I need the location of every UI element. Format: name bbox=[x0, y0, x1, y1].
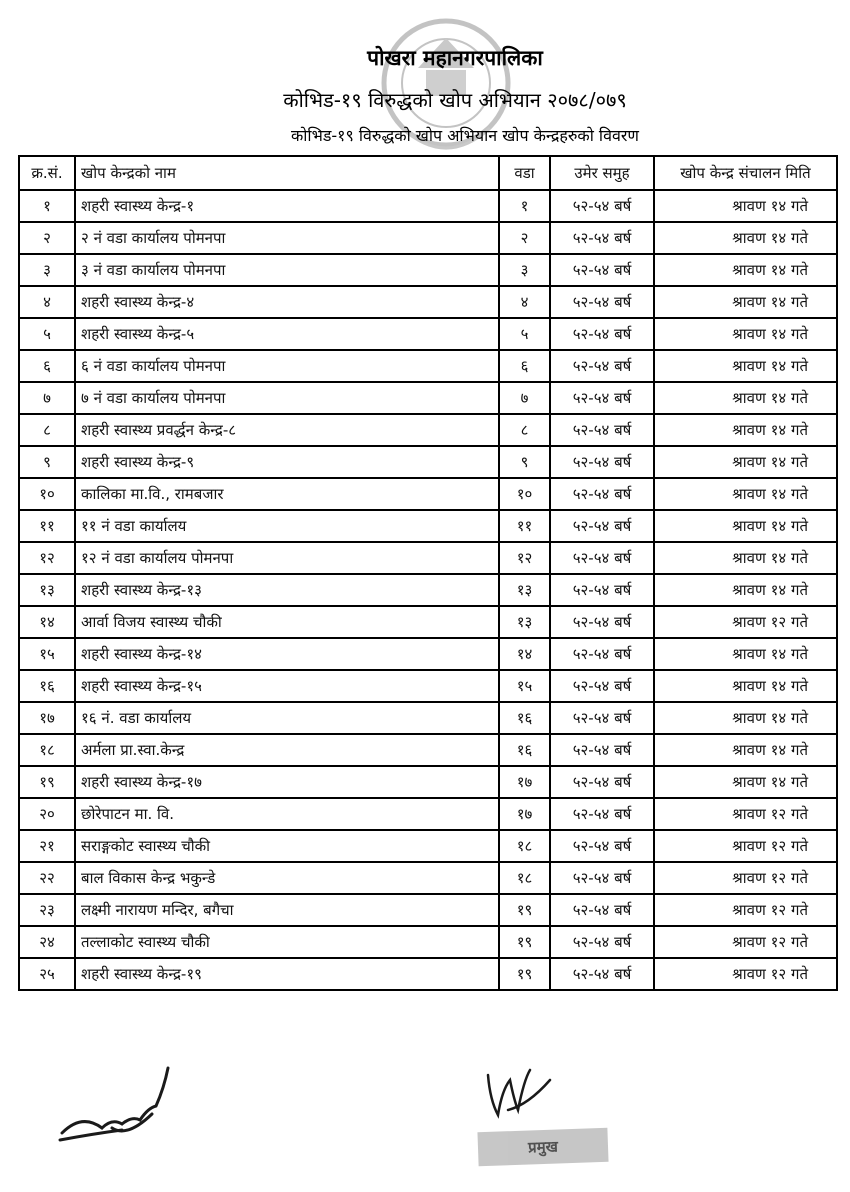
column-header-operation-date: खोप केन्द्र संचालन मिति bbox=[654, 156, 837, 190]
cell-ward: ४ bbox=[499, 286, 550, 318]
cell-ward: १० bbox=[499, 478, 550, 510]
cell-serial: २२ bbox=[19, 862, 75, 894]
cell-serial: २० bbox=[19, 798, 75, 830]
cell-age-group: ५२-५४ बर्ष bbox=[550, 478, 654, 510]
column-header-age-group: उमेर समुह bbox=[550, 156, 654, 190]
cell-operation-date: श्रावण १२ गते bbox=[654, 958, 837, 990]
cell-serial: ५ bbox=[19, 318, 75, 350]
column-header-ward: वडा bbox=[499, 156, 550, 190]
cell-serial: ४ bbox=[19, 286, 75, 318]
cell-serial: १६ bbox=[19, 670, 75, 702]
cell-age-group: ५२-५४ बर्ष bbox=[550, 830, 654, 862]
cell-operation-date: श्रावण १४ गते bbox=[654, 510, 837, 542]
cell-center-name: शहरी स्वास्थ्य केन्द्र-१ bbox=[75, 190, 499, 222]
cell-age-group: ५२-५४ बर्ष bbox=[550, 862, 654, 894]
cell-center-name: बाल विकास केन्द्र भकुन्डे bbox=[75, 862, 499, 894]
table-row bbox=[19, 478, 837, 510]
cell-serial: २४ bbox=[19, 926, 75, 958]
cell-ward: १२ bbox=[499, 542, 550, 574]
cell-ward: १९ bbox=[499, 894, 550, 926]
cell-ward: ३ bbox=[499, 254, 550, 286]
cell-serial: १४ bbox=[19, 606, 75, 638]
cell-center-name: १६ नं. वडा कार्यालय bbox=[75, 702, 499, 734]
cell-operation-date: श्रावण १२ गते bbox=[654, 862, 837, 894]
table-row bbox=[19, 222, 837, 254]
cell-age-group: ५२-५४ बर्ष bbox=[550, 446, 654, 478]
cell-age-group: ५२-५४ बर्ष bbox=[550, 638, 654, 670]
cell-age-group: ५२-५४ बर्ष bbox=[550, 606, 654, 638]
table-row bbox=[19, 798, 837, 830]
cell-ward: १६ bbox=[499, 734, 550, 766]
cell-operation-date: श्रावण १४ गते bbox=[654, 734, 837, 766]
vaccination-centers-table bbox=[18, 155, 838, 991]
cell-serial: २१ bbox=[19, 830, 75, 862]
cell-operation-date: श्रावण १४ गते bbox=[654, 670, 837, 702]
cell-serial: ९ bbox=[19, 446, 75, 478]
table-row bbox=[19, 766, 837, 798]
cell-age-group: ५२-५४ बर्ष bbox=[550, 574, 654, 606]
cell-serial: ८ bbox=[19, 414, 75, 446]
table-row bbox=[19, 350, 837, 382]
cell-operation-date: श्रावण १४ गते bbox=[654, 382, 837, 414]
cell-serial: ११ bbox=[19, 510, 75, 542]
cell-operation-date: श्रावण १४ गते bbox=[654, 702, 837, 734]
cell-operation-date: श्रावण १४ गते bbox=[654, 318, 837, 350]
cell-age-group: ५२-५४ बर्ष bbox=[550, 670, 654, 702]
cell-ward: १८ bbox=[499, 862, 550, 894]
cell-operation-date: श्रावण १२ गते bbox=[654, 798, 837, 830]
table-row bbox=[19, 702, 837, 734]
cell-age-group: ५२-५४ बर्ष bbox=[550, 190, 654, 222]
table-row bbox=[19, 574, 837, 606]
table-row bbox=[19, 862, 837, 894]
cell-age-group: ५२-५४ बर्ष bbox=[550, 382, 654, 414]
table-row bbox=[19, 382, 837, 414]
cell-serial: १२ bbox=[19, 542, 75, 574]
cell-center-name: शहरी स्वास्थ्य केन्द्र-१४ bbox=[75, 638, 499, 670]
cell-age-group: ५२-५४ बर्ष bbox=[550, 926, 654, 958]
cell-serial: २ bbox=[19, 222, 75, 254]
cell-age-group: ५२-५४ बर्ष bbox=[550, 254, 654, 286]
cell-ward: १६ bbox=[499, 702, 550, 734]
table-row bbox=[19, 830, 837, 862]
cell-ward: ११ bbox=[499, 510, 550, 542]
table-header-row bbox=[19, 156, 837, 190]
table-row bbox=[19, 542, 837, 574]
cell-center-name: २ नं वडा कार्यालय पोमनपा bbox=[75, 222, 499, 254]
table-row bbox=[19, 958, 837, 990]
cell-serial: १७ bbox=[19, 702, 75, 734]
cell-operation-date: श्रावण १४ गते bbox=[654, 638, 837, 670]
stamp-label: प्रमुख bbox=[527, 1137, 559, 1157]
cell-serial: २५ bbox=[19, 958, 75, 990]
cell-serial: १५ bbox=[19, 638, 75, 670]
column-header-center-name: खोप केन्द्रको नाम bbox=[75, 156, 499, 190]
cell-serial: ७ bbox=[19, 382, 75, 414]
table-row bbox=[19, 926, 837, 958]
document-title: पोखरा महानगरपालिका bbox=[367, 46, 543, 70]
table-row bbox=[19, 318, 837, 350]
table-row bbox=[19, 414, 837, 446]
official-stamp bbox=[477, 1128, 608, 1167]
cell-ward: १ bbox=[499, 190, 550, 222]
campaign-title: कोभिड-१९ विरुद्धको खोप अभियान २०७८/०७९ bbox=[283, 88, 627, 112]
cell-age-group: ५२-५४ बर्ष bbox=[550, 542, 654, 574]
column-header-serial: क्र.सं. bbox=[19, 156, 75, 190]
cell-serial: १० bbox=[19, 478, 75, 510]
cell-operation-date: श्रावण १४ गते bbox=[654, 478, 837, 510]
cell-operation-date: श्रावण १४ गते bbox=[654, 286, 837, 318]
cell-serial: १९ bbox=[19, 766, 75, 798]
cell-age-group: ५२-५४ बर्ष bbox=[550, 510, 654, 542]
cell-operation-date: श्रावण १४ गते bbox=[654, 542, 837, 574]
cell-center-name: कालिका मा.वि., रामबजार bbox=[75, 478, 499, 510]
cell-operation-date: श्रावण १२ गते bbox=[654, 606, 837, 638]
table-row bbox=[19, 606, 837, 638]
cell-operation-date: श्रावण १४ गते bbox=[654, 190, 837, 222]
cell-ward: १९ bbox=[499, 958, 550, 990]
cell-operation-date: श्रावण १४ गते bbox=[654, 766, 837, 798]
table-row bbox=[19, 446, 837, 478]
cell-center-name: तल्लाकोट स्वास्थ्य चौकी bbox=[75, 926, 499, 958]
cell-ward: १३ bbox=[499, 606, 550, 638]
cell-operation-date: श्रावण १४ गते bbox=[654, 414, 837, 446]
cell-ward: २ bbox=[499, 222, 550, 254]
cell-age-group: ५२-५४ बर्ष bbox=[550, 958, 654, 990]
cell-ward: १७ bbox=[499, 766, 550, 798]
table-body bbox=[19, 190, 837, 990]
cell-center-name: शहरी स्वास्थ्य केन्द्र-१५ bbox=[75, 670, 499, 702]
cell-operation-date: श्रावण १२ गते bbox=[654, 830, 837, 862]
cell-center-name: छोरेपाटन मा. वि. bbox=[75, 798, 499, 830]
cell-ward: १९ bbox=[499, 926, 550, 958]
cell-age-group: ५२-५४ बर्ष bbox=[550, 222, 654, 254]
cell-center-name: अर्मला प्रा.स्वा.केन्द्र bbox=[75, 734, 499, 766]
cell-center-name: शहरी स्वास्थ्य केन्द्र-९ bbox=[75, 446, 499, 478]
cell-center-name: शहरी स्वास्थ्य केन्द्र-१७ bbox=[75, 766, 499, 798]
cell-serial: ६ bbox=[19, 350, 75, 382]
cell-ward: १८ bbox=[499, 830, 550, 862]
cell-center-name: ७ नं वडा कार्यालय पोमनपा bbox=[75, 382, 499, 414]
cell-operation-date: श्रावण १४ गते bbox=[654, 222, 837, 254]
cell-age-group: ५२-५४ बर्ष bbox=[550, 318, 654, 350]
table-row bbox=[19, 638, 837, 670]
cell-operation-date: श्रावण १२ गते bbox=[654, 894, 837, 926]
cell-ward: १५ bbox=[499, 670, 550, 702]
table-row bbox=[19, 286, 837, 318]
cell-center-name: शहरी स्वास्थ्य केन्द्र-१९ bbox=[75, 958, 499, 990]
cell-ward: ७ bbox=[499, 382, 550, 414]
cell-operation-date: श्रावण १४ गते bbox=[654, 446, 837, 478]
cell-age-group: ५२-५४ बर्ष bbox=[550, 702, 654, 734]
cell-age-group: ५२-५४ बर्ष bbox=[550, 286, 654, 318]
cell-serial: १ bbox=[19, 190, 75, 222]
cell-center-name: सराङ्गकोट स्वास्थ्य चौकी bbox=[75, 830, 499, 862]
cell-ward: ५ bbox=[499, 318, 550, 350]
table-row bbox=[19, 254, 837, 286]
cell-center-name: शहरी स्वास्थ्य प्रवर्द्धन केन्द्र-८ bbox=[75, 414, 499, 446]
cell-center-name: ३ नं वडा कार्यालय पोमनपा bbox=[75, 254, 499, 286]
cell-ward: १४ bbox=[499, 638, 550, 670]
cell-age-group: ५२-५४ बर्ष bbox=[550, 414, 654, 446]
cell-serial: २३ bbox=[19, 894, 75, 926]
cell-center-name: १२ नं वडा कार्यालय पोमनपा bbox=[75, 542, 499, 574]
cell-center-name: शहरी स्वास्थ्य केन्द्र-४ bbox=[75, 286, 499, 318]
cell-center-name: शहरी स्वास्थ्य केन्द्र-१३ bbox=[75, 574, 499, 606]
cell-ward: १३ bbox=[499, 574, 550, 606]
cell-age-group: ५२-५४ बर्ष bbox=[550, 894, 654, 926]
cell-center-name: शहरी स्वास्थ्य केन्द्र-५ bbox=[75, 318, 499, 350]
table-row bbox=[19, 510, 837, 542]
table-row bbox=[19, 190, 837, 222]
cell-operation-date: श्रावण १२ गते bbox=[654, 926, 837, 958]
table-row bbox=[19, 894, 837, 926]
cell-center-name: ११ नं वडा कार्यालय bbox=[75, 510, 499, 542]
cell-serial: १३ bbox=[19, 574, 75, 606]
cell-ward: ८ bbox=[499, 414, 550, 446]
cell-operation-date: श्रावण १४ गते bbox=[654, 574, 837, 606]
cell-operation-date: श्रावण १४ गते bbox=[654, 350, 837, 382]
cell-center-name: ६ नं वडा कार्यालय पोमनपा bbox=[75, 350, 499, 382]
cell-ward: ६ bbox=[499, 350, 550, 382]
cell-center-name: आर्वा विजय स्वास्थ्य चौकी bbox=[75, 606, 499, 638]
cell-ward: ९ bbox=[499, 446, 550, 478]
cell-ward: १७ bbox=[499, 798, 550, 830]
table-row bbox=[19, 734, 837, 766]
cell-serial: १८ bbox=[19, 734, 75, 766]
cell-age-group: ५२-५४ बर्ष bbox=[550, 734, 654, 766]
document-subtitle: कोभिड-१९ विरुद्धको खोप अभियान खोप केन्द्रहरुको विवरण bbox=[291, 126, 639, 145]
cell-operation-date: श्रावण १४ गते bbox=[654, 254, 837, 286]
cell-serial: ३ bbox=[19, 254, 75, 286]
cell-age-group: ५२-५४ बर्ष bbox=[550, 350, 654, 382]
cell-age-group: ५२-५४ बर्ष bbox=[550, 766, 654, 798]
cell-age-group: ५२-५४ बर्ष bbox=[550, 798, 654, 830]
signature-right bbox=[478, 1060, 558, 1130]
cell-center-name: लक्ष्मी नारायण मन्दिर, बगैचा bbox=[75, 894, 499, 926]
signature-left bbox=[52, 1058, 182, 1148]
table-row bbox=[19, 670, 837, 702]
